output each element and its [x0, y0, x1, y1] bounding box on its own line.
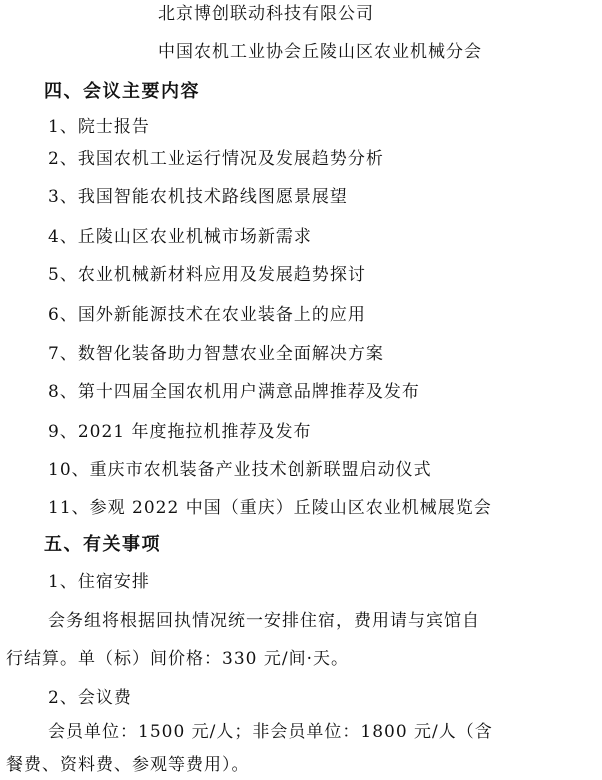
- body-text: 会务组将根据回执情况统一安排住宿，费用请与宾馆自: [48, 611, 480, 631]
- body-text: 餐费、资料费、参观等费用）。: [6, 755, 250, 775]
- agenda-item: 10、重庆市农机装备产业技术创新联盟启动仪式: [48, 460, 432, 480]
- agenda-item: 8、第十四届全国农机用户满意品牌推荐及发布: [48, 382, 420, 402]
- section-heading: 四、会议主要内容: [44, 81, 200, 102]
- agenda-item: 5、农业机械新材料应用及发展趋势探讨: [48, 265, 366, 285]
- agenda-item: 9、2021 年度拖拉机推荐及发布: [48, 422, 312, 442]
- agenda-item: 6、国外新能源技术在农业装备上的应用: [48, 305, 366, 325]
- agenda-item: 11、参观 2022 中国（重庆）丘陵山区农业机械展览会: [48, 498, 492, 518]
- subsection-title: 2、会议费: [48, 688, 132, 708]
- agenda-item: 3、我国智能农机技术路线图愿景展望: [48, 187, 348, 207]
- agenda-item: 4、丘陵山区农业机械市场新需求: [48, 227, 312, 247]
- agenda-item: 2、我国农机工业运行情况及发展趋势分析: [48, 149, 384, 169]
- agenda-item: 1、院士报告: [48, 117, 150, 137]
- body-text: 会员单位：1500 元/人；非会员单位：1800 元/人（含: [48, 722, 493, 742]
- body-text: 行结算。单（标）间价格：330 元/间·天。: [6, 649, 349, 669]
- organizer-line: 北京博创联动科技有限公司: [158, 4, 374, 24]
- agenda-item: 7、数智化装备助力智慧农业全面解决方案: [48, 344, 384, 364]
- subsection-title: 1、住宿安排: [48, 572, 150, 592]
- section-heading: 五、有关事项: [44, 534, 161, 555]
- organizer-line: 中国农机工业协会丘陵山区农业机械分会: [158, 42, 482, 62]
